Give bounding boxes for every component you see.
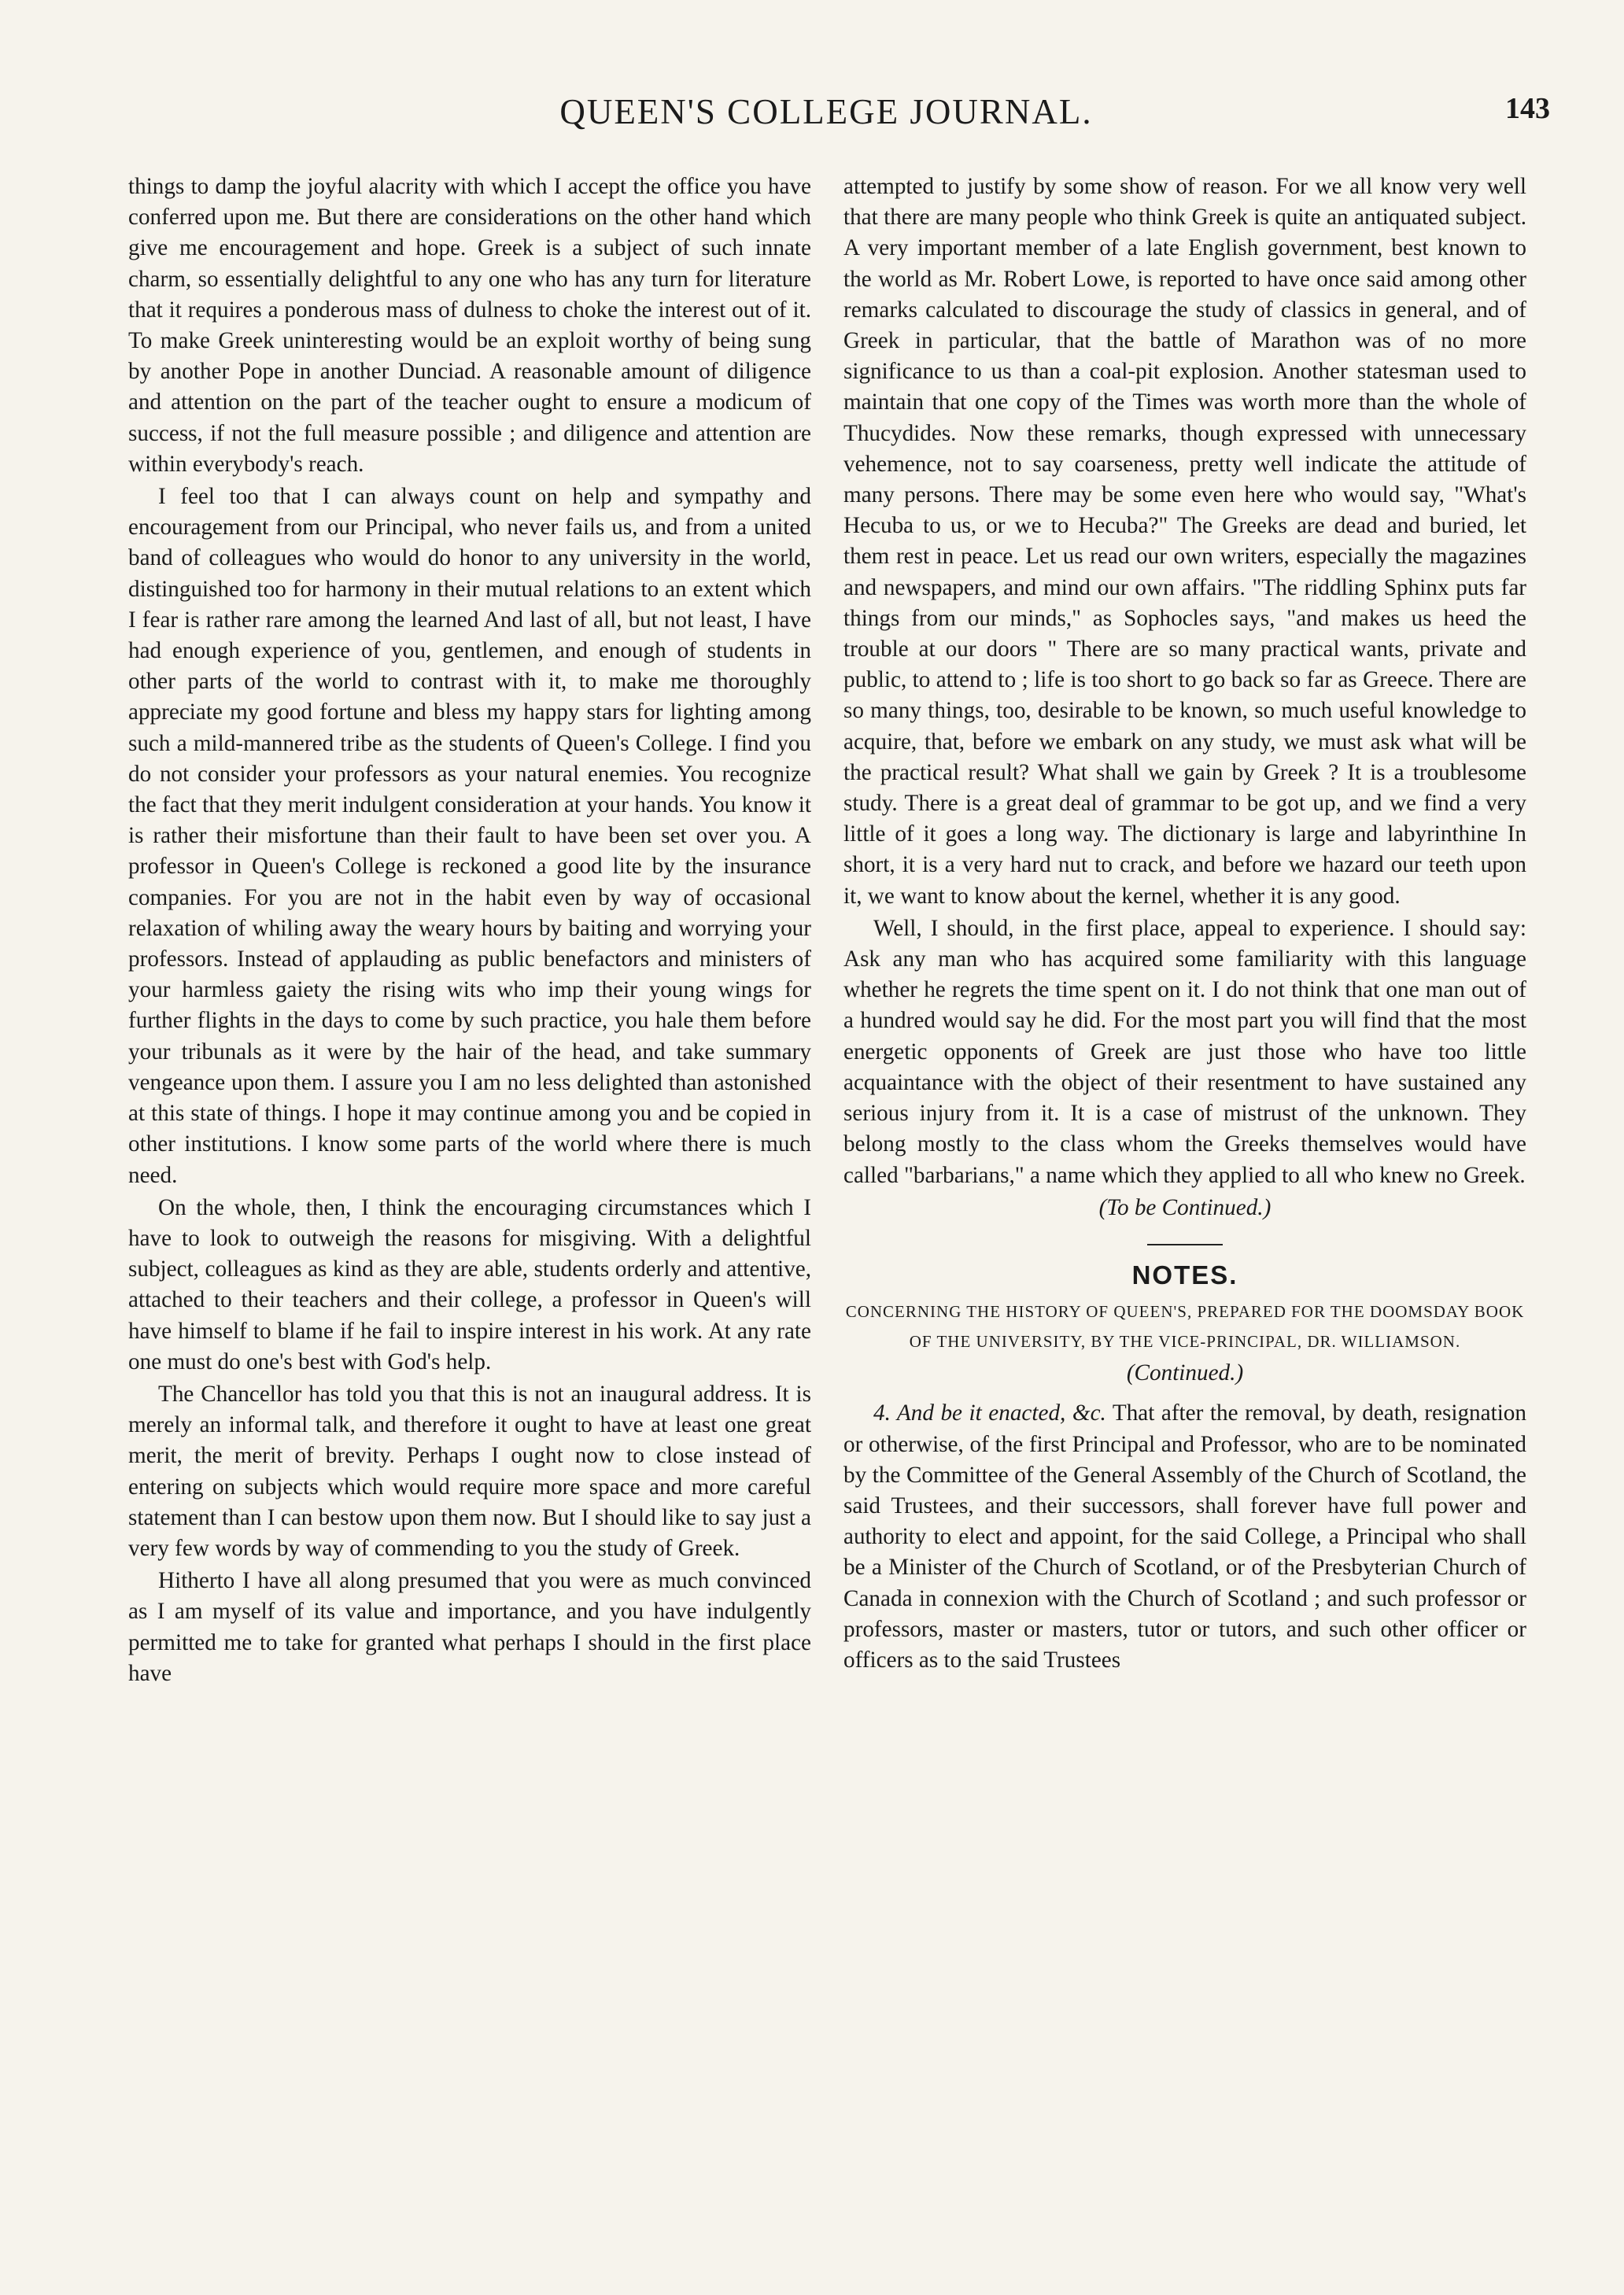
page-number: 143 (1505, 92, 1550, 125)
section-divider (1147, 1244, 1223, 1245)
paragraph: Well, I should, in the first place, appeal to experience. I should say: Ask any man who has acquired some familiarity with this language whether he regrets the time spent on it. I do not think that one man out of a hundred would say he did. For the most part you will find that the most energetic opponents of Greek are just those who have too little acquaintance with the object of their resentment to have sustained any serious injury from it. It is a case of mistrust of the unknown. They belong mostly to the class whom the Greeks themselves would have called "barbarians," a name which they applied to all who knew no Greek. (843, 915, 1526, 1188)
notes-body: That after the removal, by death, resignation or otherwise, of the first Principal and Professor, who are to be nominated by the Committee of the General Assembly of the Church of Scotland, the said Trustees, and their successors, shall forever have full power and authority to elect and appoint, for the said College, a Principal who shall be a Minister of the Church of Scotland, or of the Presbyterian Church of Canada in connexion with the Church of Scotland ; and such professor or professors, master or masters, tutor or tutors, and such other officer or officers as to the said Trustees (843, 1400, 1526, 1673)
page-header (118, 82, 1550, 137)
paragraph: On the whole, then, I think the encouraging circumstances which I have to look to outweigh the reasons for misgiving. With a delightful subject, colleagues as kind as they are able, students orderly and attentive, attached to their teachers and their college, a professor in Queen's will have himself to blame if he fail to inspire interest in his work. At any rate one must do one's best with God's help. (128, 1194, 811, 1374)
notes-lead: 4. And be it enacted, &c. (873, 1400, 1106, 1426)
notes-subtitle: CONCERNING THE HISTORY OF QUEEN'S, PREPARED FOR THE DOOMSDAY BOOK OF THE UNIVERSITY, BY THE VICE-PRINCIPAL, DR. WILLIAMSON. (845, 1302, 1525, 1352)
to-be-continued: (To be Continued.) (1098, 1194, 1272, 1220)
notes-paragraph (843, 1398, 1526, 1676)
right-column (843, 172, 1526, 1676)
notes-continued: (Continued.) (1126, 1360, 1244, 1386)
journal-title: QUEEN'S COLLEGE JOURNAL. (559, 92, 1093, 131)
paragraph: I feel too that I can always count on help and sympathy and encouragement from our Principal, who never fails us, and from a united band of colleagues who would do honor to any university in the world, distinguished too for harmony in their mutual relations to an extent which I fear is rather rare among the learned And last of all, but not least, I have had enough experience of you, gentlemen, and enough of students in other parts of the world to contrast with it, to make me thoroughly appreciate my good fortune and bless my happy stars for lighting among such a mild-mannered tribe as the students of Queen's College. I find you do not consider your professors as your natural enemies. You recognize the fact that they merit indulgent consideration at your hands. You know it is rather their misfortune than their fault to have been set over you. A professor in Queen's College is reckoned a good lite by the insurance companies. For you are not in the habit even by way of occasional relaxation of whiling away the weary hours by baiting and worrying your professors. Instead of applauding as public benefactors and ministers of your harmless gaiety the rising wits who imp their young wings for further flights in the days to come by such practice, you hale them before your tribunals as it were by the hair of the head, and take summary vengeance upon them. I assure you I am no less delighted than astonished at this state of things. I hope it may continue among you and be copied in other institutions. I know some parts of the world where there is much need. (128, 484, 811, 1188)
paragraph: attempted to justify by some show of reason. For we all know very well that there are many people who think Greek is quite an antiquated subject. A very important member of a late English government, best known to the world as Mr. Robert Lowe, is reported to have once said among other remarks calculated to discourage the study of classics in general, and of Greek in particular, that the battle of Marathon was of no more significance to us than a coal-pit explosion. Another statesman used to maintain that one copy of the Times was worth more than the whole of Thucydides. Now these remarks, though expressed with unnecessary vehemence, not to say coarseness, pretty well indicate the attitude of many persons. There may be some even here who would say, "What's Hecuba to us, or we to Hecuba?" The Greeks are dead and buried, let them rest in peace. Let us read our own writers, especially the magazines and newspapers, and mind our own affairs. "The riddling Sphinx puts far things from our minds," as Sophocles says, "and makes us heed the trouble at our doors " There are so many practical wants, private and public, to attend to ; life is too short to go back so far as Greece. There are so many things, too, desirable to be known, so much useful knowledge to acquire, that, before we embark on any study, we must ask what will be the practical result? What shall we gain by Greek ? It is a troublesome study. There is a great deal of grammar to be got up, and we find a very little of it goes a long way. The dictionary is large and labyrinthine In short, it is a very hard nut to crack, and before we hazard our teeth upon it, we want to know about the kernel, whether it is any good. (843, 174, 1526, 909)
paragraph: The Chancellor has told you that this is not an inaugural address. It is merely an informal talk, and therefore it ought to have at least one great merit, the merit of brevity. Perhaps I ought now to close instead of entering on subjects which would require more space and more careful statement than I can bestow upon them now. But I should like to say just a very few words by way of commending to you the study of Greek. (128, 1381, 811, 1561)
paragraph: things to damp the joyful alacrity with which I accept the office you have conferred upon me. But there are considerations on the other hand which give me encouragement and hope. Greek is a subject of such innate charm, so essentially delightful to any one who has any turn for literature that it requires a ponderous mass of dulness to choke the interest out of it. To make Greek uninteresting would be an exploit worthy of being sung by another Pope in another Dunciad. A reasonable amount of diligence and attention on the part of the teacher ought to ensure a modicum of success, if not the full measure possible ; and diligence and attention are within everybody's reach. (128, 174, 811, 477)
paragraph: Hitherto I have all along presumed that you were as much convinced as I am myself of its value and importance, and you have indulgently permitted me to take for granted what perhaps I should in the first place have (128, 1568, 811, 1686)
notes-heading: NOTES. (1131, 1260, 1238, 1290)
left-column (128, 172, 811, 1689)
